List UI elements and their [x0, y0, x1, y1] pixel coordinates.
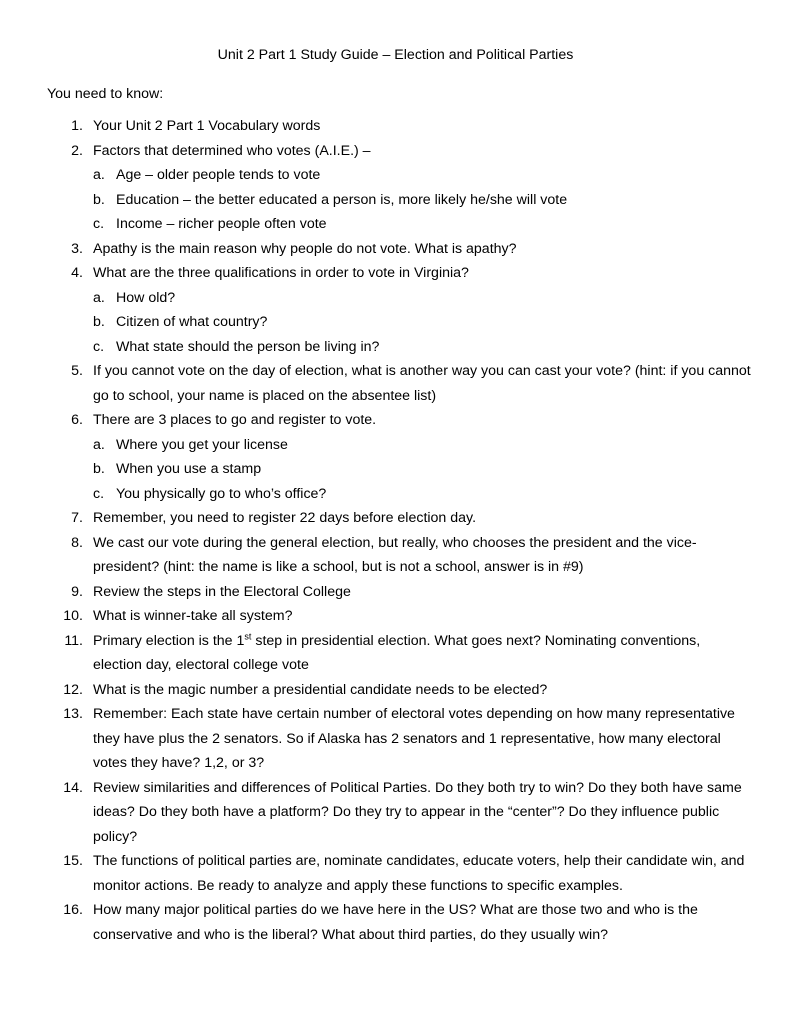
list-item [0, 702, 791, 776]
sub-list-item [93, 212, 751, 237]
item-number: 16. [63, 902, 83, 918]
item-text: Factors that determined who votes (A.I.E.) – [93, 142, 371, 159]
item-number: 15. [63, 853, 83, 869]
sub-item-text: Citizen of what country? [116, 314, 268, 330]
item-number: 11. [64, 632, 83, 649]
item-text: There are 3 places to go and register to vote. [93, 412, 377, 428]
sub-item-letter: c. [93, 216, 105, 232]
item-text: Remember, you need to register 22 days before election day. [93, 510, 477, 526]
item-text [93, 630, 701, 674]
list-item [0, 237, 791, 262]
sub-item-letter: b. [93, 314, 105, 330]
sub-item-letter: a. [93, 167, 105, 183]
item-text: Your Unit 2 Part 1 Vocabulary words [93, 118, 321, 134]
item-text: What is the magic number a presidential candidate needs to be elected? [93, 681, 548, 698]
item-number: 12. [63, 681, 83, 698]
item-number: 10. [63, 608, 83, 624]
list-item [0, 898, 791, 947]
list-item [0, 531, 791, 580]
ordinal-suffix: st [244, 630, 252, 641]
list-item [0, 580, 791, 605]
item-text-after: step in presidential election. What goes next? Nominating conventions, election day, electoral college vote [93, 632, 701, 673]
sub-list-item [93, 310, 751, 335]
sub-item-text: Education – the better educated a person is, more likely he/she will vote [116, 191, 568, 208]
item-number: 3. [71, 240, 83, 257]
list-item [0, 604, 791, 629]
sub-item-text: When you use a stamp [116, 461, 262, 477]
study-guide-list [0, 114, 791, 947]
list-item [0, 506, 791, 531]
sub-list-item [93, 188, 751, 213]
sub-item-letter: a. [93, 289, 105, 306]
item-text: What is winner-take all system? [93, 608, 293, 624]
sub-item-letter: a. [93, 436, 105, 453]
item-text: Apathy is the main reason why people do not vote. What is apathy? [93, 240, 517, 257]
item-text: If you cannot vote on the day of election, what is another way you can cast your vote? (hint: if you cannot go to school, your name is placed on the absentee list) [93, 363, 751, 404]
item-number: 13. [63, 706, 83, 722]
item-number: 6. [71, 412, 83, 428]
sub-list-item [93, 163, 751, 188]
item-text: Review similarities and differences of Political Parties. Do they both try to win? Do they both have same ideas? Do they both have a platform? Do they try to appear in the “center”? Do they influence public policy? [93, 779, 742, 845]
list-item [0, 678, 791, 703]
list-item [0, 114, 791, 139]
item-number: 1. [71, 118, 83, 134]
item-text: We cast our vote during the general election, but really, who chooses the president and the vice-president? (hint: the name is like a school, but is not a school, answer is in #9) [93, 534, 697, 575]
item-number: 4. [71, 265, 83, 281]
intro-text: You need to know: [47, 86, 164, 102]
item-text: How many major political parties do we have here in the US? What are those two and who is the conservative and who is the liberal? What about third parties, do they usually win? [93, 902, 698, 943]
item-text: The functions of political parties are, nominate candidates, educate voters, help their candidate win, and monitor actions. Be ready to analyze and apply these functions to specific examples. [93, 853, 745, 894]
item-number: 9. [71, 583, 83, 600]
sub-list-item [93, 457, 751, 482]
document-title: Unit 2 Part 1 Study Guide – Election and Political Parties [217, 47, 574, 63]
sub-item-text: You physically go to who’s office? [116, 485, 327, 502]
list-item [0, 139, 791, 237]
list-item [0, 629, 791, 678]
item-text: Remember: Each state have certain number of electoral votes depending on how many representative they have plus the 2 senators. So if Alaska has 2 senators and 1 representative, how many electoral votes they have? 1,2, or 3? [93, 706, 735, 771]
item-text: Review the steps in the Electoral College [93, 583, 351, 600]
sub-item-letter: c. [93, 338, 105, 355]
sub-list-item [93, 335, 751, 360]
item-number: 7. [71, 510, 83, 526]
item-number: 5. [71, 363, 83, 379]
sub-list [93, 433, 751, 507]
list-item [0, 849, 791, 898]
sub-item-text: How old? [116, 289, 176, 306]
sub-item-letter: b. [93, 461, 105, 477]
sub-item-text: What state should the person be living in? [116, 338, 380, 355]
sub-item-text: Where you get your license [116, 436, 288, 453]
list-item [0, 776, 791, 850]
sub-list-item [93, 286, 751, 311]
sub-item-letter: b. [93, 191, 105, 208]
list-item [0, 261, 791, 359]
sub-list-item [93, 433, 751, 458]
sub-list [93, 286, 751, 360]
item-text: What are the three qualifications in order to vote in Virginia? [93, 265, 469, 281]
list-item [0, 408, 791, 506]
item-number: 2. [71, 142, 83, 159]
sub-item-text: Age – older people tends to vote [116, 167, 321, 183]
list-item [0, 359, 791, 408]
item-number: 8. [71, 534, 83, 551]
item-number: 14. [63, 779, 83, 796]
sub-list-item [93, 482, 751, 507]
sub-list [93, 163, 751, 237]
sub-item-text: Income – richer people often vote [116, 216, 327, 232]
item-text-before: Primary election is the 1 [93, 632, 245, 649]
sub-item-letter: c. [93, 485, 105, 502]
